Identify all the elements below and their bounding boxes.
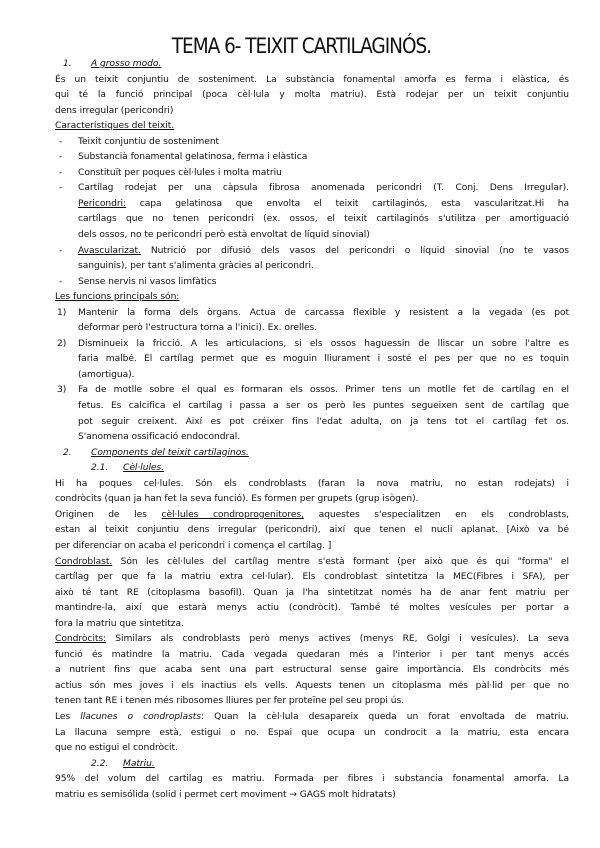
paragraph-line: Les llacunes o condroplasts: Quan la cèl·lula desapareix queda un forat envoltada de matriu.	[55, 711, 569, 722]
bullet-continuation: sanguinis), per tant s'alimenta gràcies al pericondri.	[78, 261, 314, 272]
numbered-continuation: faria malbé. El cartílag permet que es moguin lliurament i sosté el pes per que no es toquin	[78, 354, 569, 365]
bullet-dash-icon: -	[59, 167, 63, 178]
paragraph-line: Condroblast. Són les cèl·lules del cartílag mentre s'està formant (per això que és qui "forma" el	[55, 556, 569, 567]
subsection-heading-2-1: 2.1. Cèl·lules.	[91, 463, 165, 474]
numbered-continuation: S'anomena ossificació endocondral.	[78, 432, 241, 443]
numbered-item: 1) Mantenir la forma dels òrgans. Actua de carcassa flexible y resistent a la vegada (es pot	[57, 307, 569, 318]
paragraph-line: mantindre-la, així que estarà menys actiu (condròcit). També té moltes vesícules per portar a	[55, 603, 569, 614]
paragraph-line: La llacuna sempre està, estigui o no. Espai que ocupa un condrocit a la matriu, esta encara	[55, 727, 569, 738]
numbered-continuation: pot seguir creixent. Així es pot créixer fins l'edat adulta, on ja tens tot el cartílag fet os.	[78, 416, 569, 427]
term-llacunes: llacunes o condroplasts	[80, 711, 202, 722]
paragraph-line: estan al teixit conjuntiu dens irregular (pericondri), així que tenen el nucli aplanat. [Això va bé	[55, 525, 569, 536]
paragraph-line: 95% del volum del cartilag es matriu. Formada per fibres i substancia fonamental amorfa. La	[55, 774, 569, 785]
paragraph-line: actius són mes joves i els inactius els vells. Aquests tenen un citoplasma més pàl·lid per que no	[55, 680, 569, 691]
bullet-dash-icon: -	[59, 276, 63, 287]
paragraph-line: És un teixit conjuntiu de sosteniment. La substància fonamental amorfa es ferma i elàstica, és	[55, 74, 569, 85]
paragraph-line: a nutrient fins que acaba sent una part estructural sense gaire importància. Els condròcits més	[55, 665, 569, 676]
bullet-item: - Avascularizat. Nutrició por difusió dels vasos del pericondri o líquid sinovial (no te vasos	[55, 244, 569, 260]
paragraph-line: matriu es semisólida (solid i permet cert moviment → GAGS molt hidratats)	[55, 789, 396, 800]
paragraph-line: condròcits (quan ja han fet la seva funció). Es formen per grupets (grup isògen).	[55, 494, 419, 505]
bullet-item: - Substancià fonamental gelatinosa, ferma i elàstica	[55, 150, 569, 166]
paragraph-line: Condròcits: Similars als condroblasts però menys actives (menys RE, Golgi i vesícules). La seva	[55, 634, 569, 645]
term-avascularizat: Avascularizat.	[78, 245, 141, 256]
paragraph-line: dens irregular (pericondri)	[55, 105, 174, 116]
bullet-dash-icon: -	[59, 183, 63, 194]
paragraph-line: per diferenciar on acaba el pericondri i comença el cartílag. ]	[55, 540, 332, 551]
numbered-item: 3) Fa de motlle sobre el qual es formaran els ossos. Primer tens un motlle fet de cartílag en el	[57, 385, 569, 396]
term-pericondri: Pericondri:	[78, 198, 127, 209]
numbered-continuation: (amortigua).	[78, 369, 135, 380]
page-title: TEMA 6- TEIXIT CARTILAGINÓS.	[171, 34, 432, 59]
bullet-continuation: cartílags que no tenen pericondri (ex. ossos, el teixit cartilaginós s'utilitza per amortiguació	[78, 214, 569, 225]
paragraph-line: Hi ha poques cel·lules. Són els condroblasts (faran la nova matriu, no estan rodejats) i	[55, 478, 569, 489]
paragraph-line: funció és matindre la matriu. Cada vegada quedaran més a l'interior i per tant menys accés	[55, 649, 569, 660]
bullet-item: - Cartílag rodejat per una càpsula fibrosa anomenada pericondri (T. Conj. Dens Irregular).	[55, 181, 569, 197]
numbered-continuation: deformar però l'estructura torna a l'inici). Ex. orelles.	[78, 323, 318, 334]
paragraph-line: Originen de les cèl·lules condroprogenitores, aquestes s'especialitzen en els condroblasts,	[55, 509, 569, 520]
bullet-continuation: Pericondri: capa gelatinosa que envolta el teixit cartilaginós, esta vascularitzat.Hi ha	[78, 198, 569, 209]
paragraph-line: tenen tant RE i tenen més ribosomes lliures per fer proteïne pel seu propi ús.	[55, 696, 405, 707]
bullet-item: - Constituït per poques cèl·lules i molta matriu	[55, 166, 569, 182]
bullet-dash-icon: -	[59, 152, 63, 163]
bullet-dash-icon: -	[59, 245, 63, 256]
section-heading-2: 2. Components del teixit cartilaginos.	[63, 447, 249, 458]
bullet-item: - Sense nervis ni vasos limfàtics	[55, 275, 569, 291]
subsection-heading-2-2: 2.2. Matriu.	[91, 758, 155, 769]
document-body	[55, 57, 569, 803]
term-condroprogenitores: cèl·lules condroprogenitores,	[161, 509, 304, 520]
functions-heading: Les funcions principals són:	[55, 292, 180, 303]
paragraph-line: cartílag per que fa la matriu extra cel·lular). Els condroblast sintetitza la MEC(Fibres i SFA), per	[55, 572, 569, 583]
bullet-continuation: dels ossos, no te pericondri però està envoltat de líquid sinovial)	[78, 230, 370, 241]
numbered-item: 2) Disminueix la fricció. A les articulacions, si els ossos haguessin de lliscar un sobre l'altre es	[57, 338, 569, 349]
bullet-dash-icon: -	[59, 136, 63, 147]
characteristics-heading: Característiques del teixit.	[55, 121, 175, 132]
paragraph-line: que no estigui el condròcit.	[55, 743, 178, 754]
paragraph-line: això té tant RE (citoplasma basofil). Quan ja l'ha sintetitzat només ha de anar fent matriu per	[55, 587, 569, 598]
term-condroblast: Condroblast.	[55, 556, 113, 567]
paragraph-line: qui té la funció principal (poca cèl·lula y molta matriu). Està rodejar per un teixit conjuntiu	[55, 90, 569, 101]
numbered-continuation: fetus. Es calcifica el cartílag i passa a ser os però les puntes segueixen sent de cartílag que	[78, 401, 569, 412]
term-condrocits: Condròcits:	[55, 634, 107, 645]
bullet-item: - Teixit conjuntiu de sosteniment	[55, 135, 569, 151]
paragraph-line: fora la matriu que sintetitza.	[55, 618, 184, 629]
section-heading-1: 1. A grosso modo.	[63, 59, 162, 69]
